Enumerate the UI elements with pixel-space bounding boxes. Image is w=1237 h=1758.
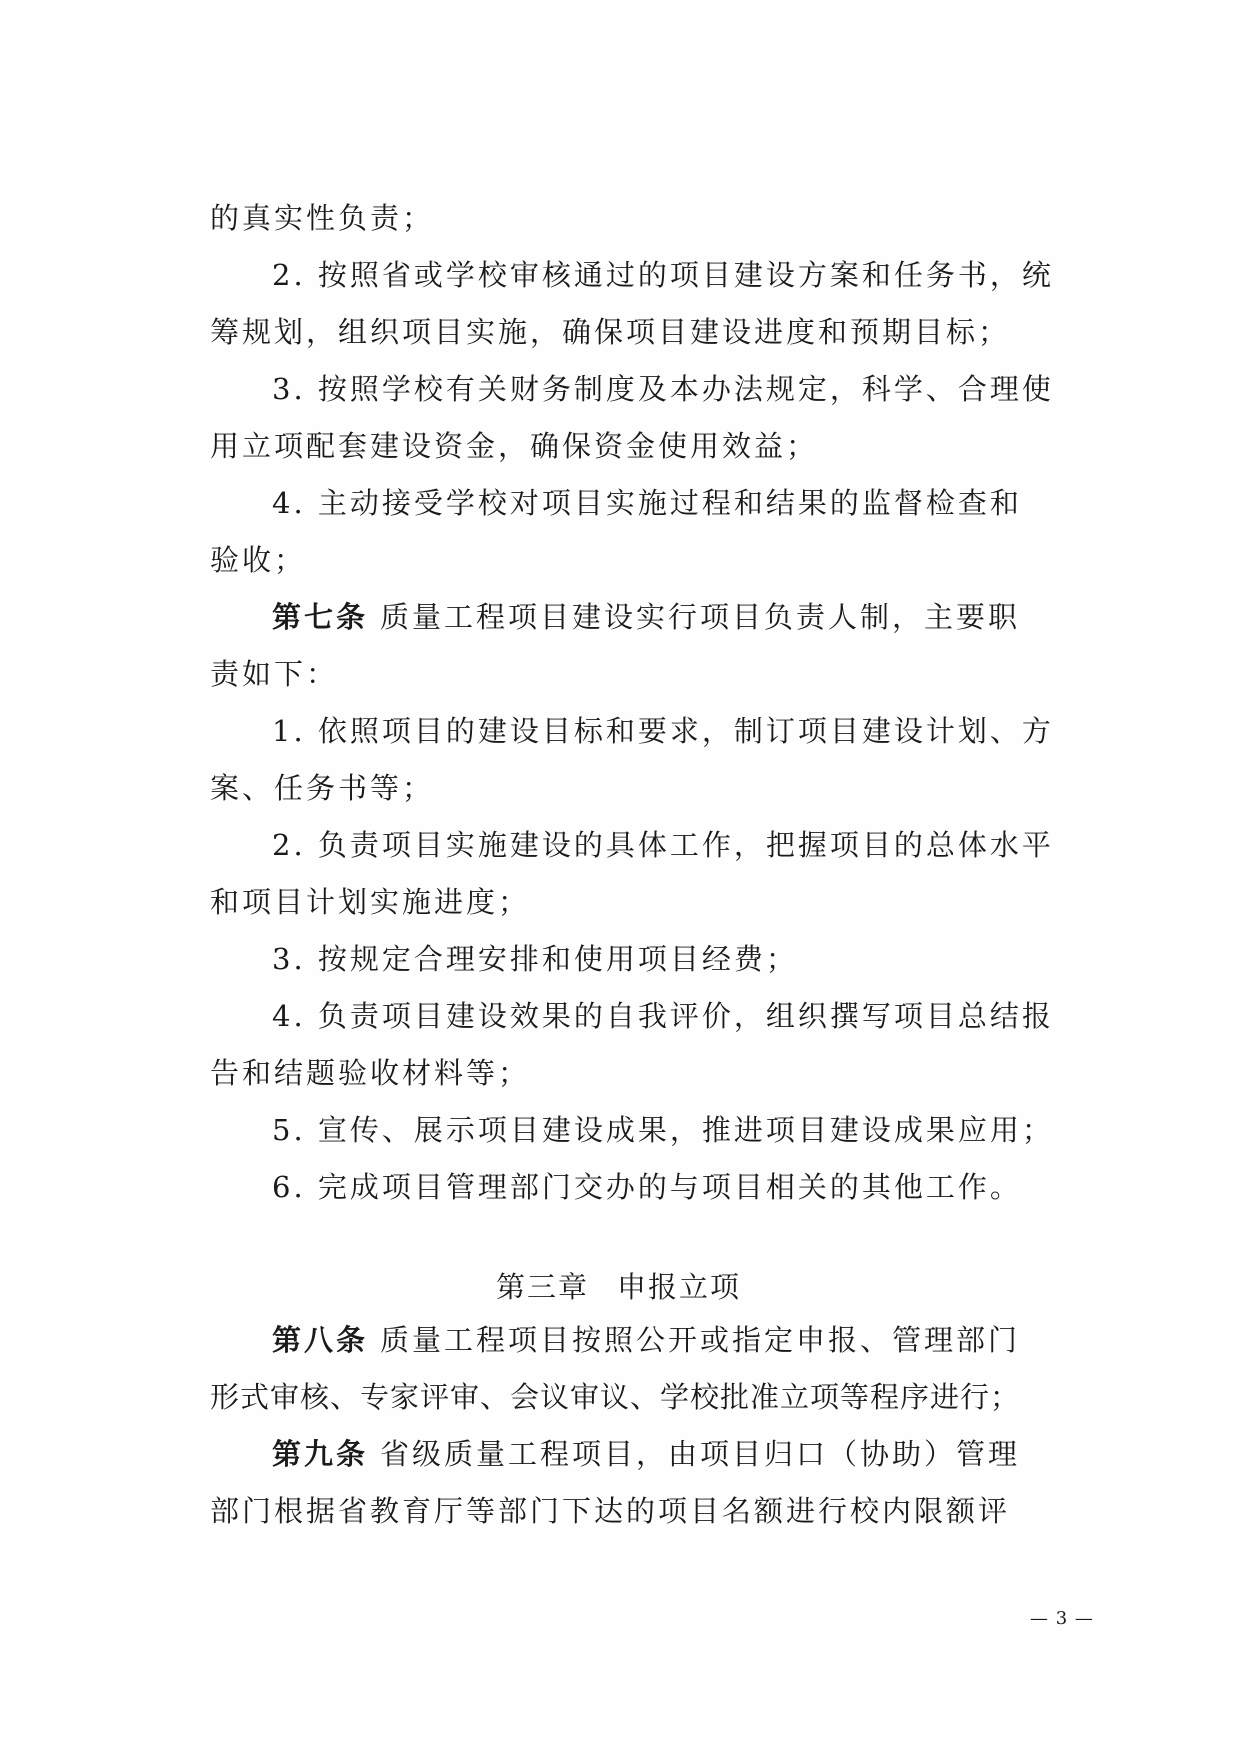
text-line-6: 4. 主动接受学校对项目实施过程和结果的监督检查和 xyxy=(272,486,1022,520)
text-line-4: 3. 按照学校有关财务制度及本办法规定，科学、合理使 xyxy=(272,372,1054,406)
text-line-10: 1. 依照项目的建设目标和要求，制订项目建设计划、方 xyxy=(272,714,1054,748)
text-line-11: 案、任务书等； xyxy=(210,771,435,805)
chapter-title-text: 申报立项 xyxy=(617,1270,742,1304)
text-line-15: 4. 负责项目建设效果的自我评价，组织撰写项目总结报 xyxy=(272,999,1054,1033)
text-line-20: 形式审核、专家评审、会议审议、学校批准立项等程序进行； xyxy=(210,1380,1021,1414)
body-text-lower xyxy=(210,1312,1040,1540)
article-8-line: 第八条 质量工程项目按照公开或指定申报、管理部门 xyxy=(272,1323,1021,1357)
page-number: — 3 — xyxy=(1030,1608,1094,1629)
text-line-16: 告和结题验收材料等； xyxy=(210,1056,531,1090)
text-line-9: 责如下： xyxy=(210,657,339,691)
article-7-label: 第七条 xyxy=(272,600,369,634)
text-line-22: 部门根据省教育厅等部门下达的项目名额进行校内限额评 xyxy=(210,1494,1011,1528)
text-line-7: 验收； xyxy=(210,543,307,577)
text-line-14: 3. 按规定合理安排和使用项目经费； xyxy=(272,942,798,976)
text-line-1: 的真实性负责； xyxy=(210,201,435,235)
article-8-label: 第八条 xyxy=(272,1323,369,1357)
text-line-17: 5. 宣传、展示项目建设成果，推进项目建设成果应用； xyxy=(272,1113,1054,1147)
chapter-number: 第三章 xyxy=(495,1270,589,1304)
article-9-line: 第九条 省级质量工程项目，由项目归口（协助）管理 xyxy=(272,1437,1021,1471)
chapter-heading xyxy=(0,1262,1237,1312)
text-line-12: 2. 负责项目实施建设的具体工作，把握项目的总体水平 xyxy=(272,828,1054,862)
text-line-2: 2. 按照省或学校审核通过的项目建设方案和任务书，统 xyxy=(272,258,1054,292)
text-line-13: 和项目计划实施进度； xyxy=(210,885,531,919)
text-line-18: 6. 完成项目管理部门交办的与项目相关的其他工作。 xyxy=(272,1170,1022,1204)
article-7-line: 第七条 质量工程项目建设实行项目负责人制，主要职 xyxy=(272,600,1021,634)
text-line-3: 筹规划，组织项目实施，确保项目建设进度和预期目标； xyxy=(210,315,1011,349)
text-line-5: 用立项配套建设资金，确保资金使用效益； xyxy=(210,429,819,463)
body-text-upper xyxy=(210,190,1054,1216)
article-9-label: 第九条 xyxy=(272,1437,369,1471)
